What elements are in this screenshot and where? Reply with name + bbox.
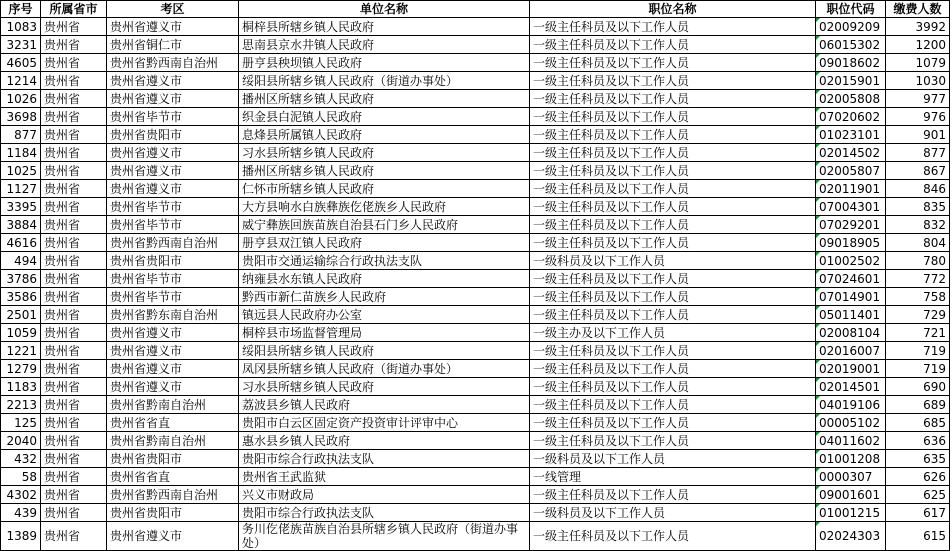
cell-paid-count: 877 [886, 144, 950, 162]
cell-position-name: 一级主任科员及以下工作人员 [530, 522, 816, 551]
cell-seq: 1059 [1, 324, 41, 342]
cell-unit-name: 册亨县双江镇人民政府 [239, 234, 530, 252]
cell-position-code: 01023101 [816, 126, 886, 144]
table-row [1, 378, 950, 396]
cell-exam-area: 贵州省贵阳市 [107, 450, 239, 468]
cell-province: 贵州省 [41, 108, 107, 126]
cell-province: 贵州省 [41, 180, 107, 198]
cell-exam-area: 贵州省黔西南自治州 [107, 54, 239, 72]
cell-exam-area: 贵州省黔西南自治州 [107, 234, 239, 252]
cell-paid-count: 626 [886, 468, 950, 486]
cell-position-name: 一级主任科员及以下工作人员 [530, 378, 816, 396]
cell-seq: 2213 [1, 396, 41, 414]
cell-position-code: 04019106 [816, 396, 886, 414]
cell-position-code: 01001208 [816, 450, 886, 468]
cell-exam-area: 贵州省省直 [107, 414, 239, 432]
cell-province: 贵州省 [41, 486, 107, 504]
cell-paid-count: 729 [886, 306, 950, 324]
cell-paid-count: 615 [886, 522, 950, 551]
cell-province: 贵州省 [41, 252, 107, 270]
table-row [1, 108, 950, 126]
cell-unit-name: 绥阳县所辖乡镇人民政府 [239, 342, 530, 360]
cell-exam-area: 贵州省遵义市 [107, 162, 239, 180]
header-unit-name: 单位名称 [239, 1, 530, 18]
table-row [1, 414, 950, 432]
cell-unit-name: 贵阳市交通运输综合行政执法支队 [239, 252, 530, 270]
cell-province: 贵州省 [41, 306, 107, 324]
cell-position-name: 一级主任科员及以下工作人员 [530, 486, 816, 504]
cell-position-name: 一级主任科员及以下工作人员 [530, 414, 816, 432]
cell-exam-area: 贵州省毕节市 [107, 216, 239, 234]
cell-paid-count: 780 [886, 252, 950, 270]
cell-paid-count: 977 [886, 90, 950, 108]
cell-position-name: 一级主任科员及以下工作人员 [530, 342, 816, 360]
cell-unit-name: 绥阳县所辖乡镇人民政府（街道办事处） [239, 72, 530, 90]
table-row [1, 306, 950, 324]
cell-paid-count: 3992 [886, 18, 950, 36]
cell-paid-count: 719 [886, 342, 950, 360]
cell-paid-count: 1200 [886, 36, 950, 54]
cell-position-code: 02014501 [816, 378, 886, 396]
cell-province: 贵州省 [41, 18, 107, 36]
cell-seq: 877 [1, 126, 41, 144]
cell-position-code: 02016007 [816, 342, 886, 360]
table-row [1, 270, 950, 288]
cell-paid-count: 835 [886, 198, 950, 216]
cell-province: 贵州省 [41, 72, 107, 90]
cell-seq: 58 [1, 468, 41, 486]
table-row [1, 54, 950, 72]
cell-unit-name: 兴义市财政局 [239, 486, 530, 504]
table-row [1, 252, 950, 270]
cell-province: 贵州省 [41, 270, 107, 288]
cell-position-code: 02011901 [816, 180, 886, 198]
cell-position-name: 一级主任科员及以下工作人员 [530, 270, 816, 288]
cell-province: 贵州省 [41, 126, 107, 144]
cell-position-name: 一级主任科员及以下工作人员 [530, 54, 816, 72]
cell-province: 贵州省 [41, 90, 107, 108]
cell-position-code: 07014901 [816, 288, 886, 306]
cell-province: 贵州省 [41, 468, 107, 486]
cell-unit-name: 习水县所辖乡镇人民政府 [239, 378, 530, 396]
header-seq: 序号 [1, 1, 41, 18]
cell-position-name: 一级科员及以下工作人员 [530, 504, 816, 522]
cell-position-code: 01002502 [816, 252, 886, 270]
cell-seq: 3698 [1, 108, 41, 126]
cell-unit-name: 荔波县乡镇人民政府 [239, 396, 530, 414]
header-position-code: 职位代码 [816, 1, 886, 18]
cell-position-code: 02019001 [816, 360, 886, 378]
cell-unit-name: 镇远县人民政府办公室 [239, 306, 530, 324]
cell-position-code: 07024601 [816, 270, 886, 288]
cell-unit-name: 贵阳市白云区固定资产投资审计评审中心 [239, 414, 530, 432]
cell-seq: 125 [1, 414, 41, 432]
cell-unit-name: 仁怀市所辖乡镇人民政府 [239, 180, 530, 198]
cell-position-name: 一级主任科员及以下工作人员 [530, 180, 816, 198]
cell-seq: 1279 [1, 360, 41, 378]
cell-paid-count: 625 [886, 486, 950, 504]
cell-seq: 3586 [1, 288, 41, 306]
cell-position-name: 一级主任科员及以下工作人员 [530, 306, 816, 324]
cell-exam-area: 贵州省遵义市 [107, 90, 239, 108]
table-row [1, 90, 950, 108]
cell-exam-area: 贵州省黔东南自治州 [107, 306, 239, 324]
cell-position-name: 一线管理 [530, 468, 816, 486]
cell-seq: 439 [1, 504, 41, 522]
cell-position-code: 04011602 [816, 432, 886, 450]
cell-position-name: 一级主任科员及以下工作人员 [530, 216, 816, 234]
cell-unit-name: 播州区所辖乡镇人民政府 [239, 90, 530, 108]
cell-province: 贵州省 [41, 36, 107, 54]
cell-paid-count: 758 [886, 288, 950, 306]
cell-paid-count: 1030 [886, 72, 950, 90]
cell-exam-area: 贵州省毕节市 [107, 288, 239, 306]
cell-unit-name: 播州区所辖乡镇人民政府 [239, 162, 530, 180]
cell-seq: 432 [1, 450, 41, 468]
cell-seq: 3884 [1, 216, 41, 234]
table-row [1, 198, 950, 216]
cell-exam-area: 贵州省贵阳市 [107, 504, 239, 522]
cell-position-name: 一级主任科员及以下工作人员 [530, 234, 816, 252]
cell-paid-count: 689 [886, 396, 950, 414]
cell-position-code: 09001601 [816, 486, 886, 504]
cell-unit-name: 大方县响水白族彝族仡佬族乡人民政府 [239, 198, 530, 216]
cell-exam-area: 贵州省贵阳市 [107, 126, 239, 144]
cell-province: 贵州省 [41, 288, 107, 306]
cell-seq: 1184 [1, 144, 41, 162]
cell-paid-count: 867 [886, 162, 950, 180]
cell-unit-name: 黔西市新仁苗族乡人民政府 [239, 288, 530, 306]
cell-exam-area: 贵州省贵阳市 [107, 252, 239, 270]
cell-exam-area: 贵州省遵义市 [107, 522, 239, 551]
cell-paid-count: 719 [886, 360, 950, 378]
cell-unit-name: 惠水县乡镇人民政府 [239, 432, 530, 450]
cell-unit-name: 贵州省王武监狱 [239, 468, 530, 486]
cell-seq: 3395 [1, 198, 41, 216]
cell-exam-area: 贵州省遵义市 [107, 342, 239, 360]
cell-seq: 2501 [1, 306, 41, 324]
table-row [1, 234, 950, 252]
cell-position-name: 一级主任科员及以下工作人员 [530, 18, 816, 36]
cell-province: 贵州省 [41, 432, 107, 450]
table-row [1, 450, 950, 468]
cell-position-name: 一级主任科员及以下工作人员 [530, 72, 816, 90]
cell-paid-count: 685 [886, 414, 950, 432]
table-row [1, 396, 950, 414]
cell-province: 贵州省 [41, 360, 107, 378]
cell-unit-name: 册亨县秧坝镇人民政府 [239, 54, 530, 72]
cell-paid-count: 1079 [886, 54, 950, 72]
cell-position-code: 07004301 [816, 198, 886, 216]
cell-exam-area: 贵州省遵义市 [107, 324, 239, 342]
table-row [1, 324, 950, 342]
cell-exam-area: 贵州省遵义市 [107, 180, 239, 198]
cell-exam-area: 贵州省黔南自治州 [107, 396, 239, 414]
cell-exam-area: 贵州省遵义市 [107, 360, 239, 378]
cell-seq: 1183 [1, 378, 41, 396]
cell-position-name: 一级主办及以下工作人员 [530, 324, 816, 342]
cell-position-name: 一级主任科员及以下工作人员 [530, 108, 816, 126]
table-row [1, 468, 950, 486]
table-row [1, 72, 950, 90]
cell-unit-name: 桐梓县市场监督管理局 [239, 324, 530, 342]
table-row [1, 216, 950, 234]
table-row [1, 144, 950, 162]
cell-seq: 4605 [1, 54, 41, 72]
cell-province: 贵州省 [41, 216, 107, 234]
cell-position-code: 0000307 [816, 468, 886, 486]
cell-position-name: 一级主任科员及以下工作人员 [530, 432, 816, 450]
cell-exam-area: 贵州省毕节市 [107, 108, 239, 126]
cell-province: 贵州省 [41, 234, 107, 252]
cell-unit-name: 织金县白泥镇人民政府 [239, 108, 530, 126]
cell-position-code: 02015901 [816, 72, 886, 90]
table-row [1, 162, 950, 180]
cell-paid-count: 846 [886, 180, 950, 198]
cell-exam-area: 贵州省黔西南自治州 [107, 486, 239, 504]
cell-position-name: 一级主任科员及以下工作人员 [530, 360, 816, 378]
table-row [1, 18, 950, 36]
cell-unit-name: 桐梓县所辖乡镇人民政府 [239, 18, 530, 36]
cell-province: 贵州省 [41, 144, 107, 162]
cell-seq: 1389 [1, 522, 41, 551]
cell-position-name: 一级主任科员及以下工作人员 [530, 396, 816, 414]
cell-unit-name: 纳雍县水东镇人民政府 [239, 270, 530, 288]
header-province: 所属省市 [41, 1, 107, 18]
cell-position-name: 一级主任科员及以下工作人员 [530, 198, 816, 216]
cell-seq: 4302 [1, 486, 41, 504]
cell-unit-name: 务川仡佬族苗族自治县所辖乡镇人民政府（街道办事处） [239, 522, 530, 551]
cell-exam-area: 贵州省毕节市 [107, 198, 239, 216]
cell-position-name: 一级主任科员及以下工作人员 [530, 162, 816, 180]
cell-position-code: 06015302 [816, 36, 886, 54]
table-row [1, 36, 950, 54]
table-row [1, 342, 950, 360]
cell-position-name: 一级科员及以下工作人员 [530, 252, 816, 270]
cell-position-name: 一级主任科员及以下工作人员 [530, 90, 816, 108]
cell-exam-area: 贵州省铜仁市 [107, 36, 239, 54]
cell-exam-area: 贵州省遵义市 [107, 72, 239, 90]
cell-exam-area: 贵州省毕节市 [107, 270, 239, 288]
cell-position-code: 02008104 [816, 324, 886, 342]
cell-province: 贵州省 [41, 504, 107, 522]
cell-position-code: 05011401 [816, 306, 886, 324]
header-exam-area: 考区 [107, 1, 239, 18]
cell-seq: 3786 [1, 270, 41, 288]
cell-position-code: 02005808 [816, 90, 886, 108]
cell-seq: 4616 [1, 234, 41, 252]
cell-position-code: 02005807 [816, 162, 886, 180]
cell-position-name: 一级主任科员及以下工作人员 [530, 144, 816, 162]
cell-unit-name: 息烽县所属镇人民政府 [239, 126, 530, 144]
cell-paid-count: 690 [886, 378, 950, 396]
cell-seq: 3231 [1, 36, 41, 54]
cell-position-name: 一级主任科员及以下工作人员 [530, 288, 816, 306]
table-row [1, 522, 950, 551]
cell-seq: 1026 [1, 90, 41, 108]
cell-province: 贵州省 [41, 414, 107, 432]
cell-position-code: 01001215 [816, 504, 886, 522]
cell-province: 贵州省 [41, 342, 107, 360]
cell-province: 贵州省 [41, 198, 107, 216]
cell-seq: 1083 [1, 18, 41, 36]
cell-position-name: 一级科员及以下工作人员 [530, 450, 816, 468]
cell-paid-count: 617 [886, 504, 950, 522]
cell-paid-count: 901 [886, 126, 950, 144]
cell-seq: 1025 [1, 162, 41, 180]
table-row [1, 504, 950, 522]
cell-unit-name: 贵阳市综合行政执法支队 [239, 450, 530, 468]
cell-position-code: 09018602 [816, 54, 886, 72]
cell-paid-count: 636 [886, 432, 950, 450]
cell-seq: 1214 [1, 72, 41, 90]
table-row [1, 288, 950, 306]
cell-paid-count: 976 [886, 108, 950, 126]
cell-position-code: 02014502 [816, 144, 886, 162]
cell-unit-name: 贵阳市综合行政执法支队 [239, 504, 530, 522]
cell-seq: 494 [1, 252, 41, 270]
cell-province: 贵州省 [41, 450, 107, 468]
cell-position-code: 00005102 [816, 414, 886, 432]
table-row [1, 432, 950, 450]
cell-exam-area: 贵州省遵义市 [107, 144, 239, 162]
header-row [1, 1, 950, 18]
cell-province: 贵州省 [41, 54, 107, 72]
cell-seq: 1221 [1, 342, 41, 360]
cell-position-code: 09018905 [816, 234, 886, 252]
cell-province: 贵州省 [41, 396, 107, 414]
cell-paid-count: 832 [886, 216, 950, 234]
header-paid-count: 缴费人数 [886, 1, 950, 18]
cell-province: 贵州省 [41, 378, 107, 396]
cell-unit-name: 思南县京水井镇人民政府 [239, 36, 530, 54]
cell-position-code: 07020602 [816, 108, 886, 126]
cell-position-code: 07029201 [816, 216, 886, 234]
cell-province: 贵州省 [41, 522, 107, 551]
cell-exam-area: 贵州省遵义市 [107, 18, 239, 36]
cell-seq: 1127 [1, 180, 41, 198]
cell-position-code: 02009209 [816, 18, 886, 36]
cell-paid-count: 804 [886, 234, 950, 252]
header-position-name: 职位名称 [530, 1, 816, 18]
cell-paid-count: 721 [886, 324, 950, 342]
cell-paid-count: 635 [886, 450, 950, 468]
table-row [1, 486, 950, 504]
cell-position-name: 一级主任科员及以下工作人员 [530, 126, 816, 144]
cell-province: 贵州省 [41, 162, 107, 180]
cell-seq: 2040 [1, 432, 41, 450]
cell-unit-name: 凤冈县所辖乡镇人民政府（街道办事处） [239, 360, 530, 378]
cell-exam-area: 贵州省遵义市 [107, 378, 239, 396]
cell-unit-name: 习水县所辖乡镇人民政府 [239, 144, 530, 162]
table-row [1, 126, 950, 144]
cell-position-name: 一级主任科员及以下工作人员 [530, 36, 816, 54]
cell-position-code: 02024303 [816, 522, 886, 551]
cell-unit-name: 威宁彝族回族苗族自治县石门乡人民政府 [239, 216, 530, 234]
table-row [1, 360, 950, 378]
cell-province: 贵州省 [41, 324, 107, 342]
cell-exam-area: 贵州省省直 [107, 468, 239, 486]
cell-paid-count: 772 [886, 270, 950, 288]
table-row [1, 180, 950, 198]
cell-exam-area: 贵州省黔南自治州 [107, 432, 239, 450]
